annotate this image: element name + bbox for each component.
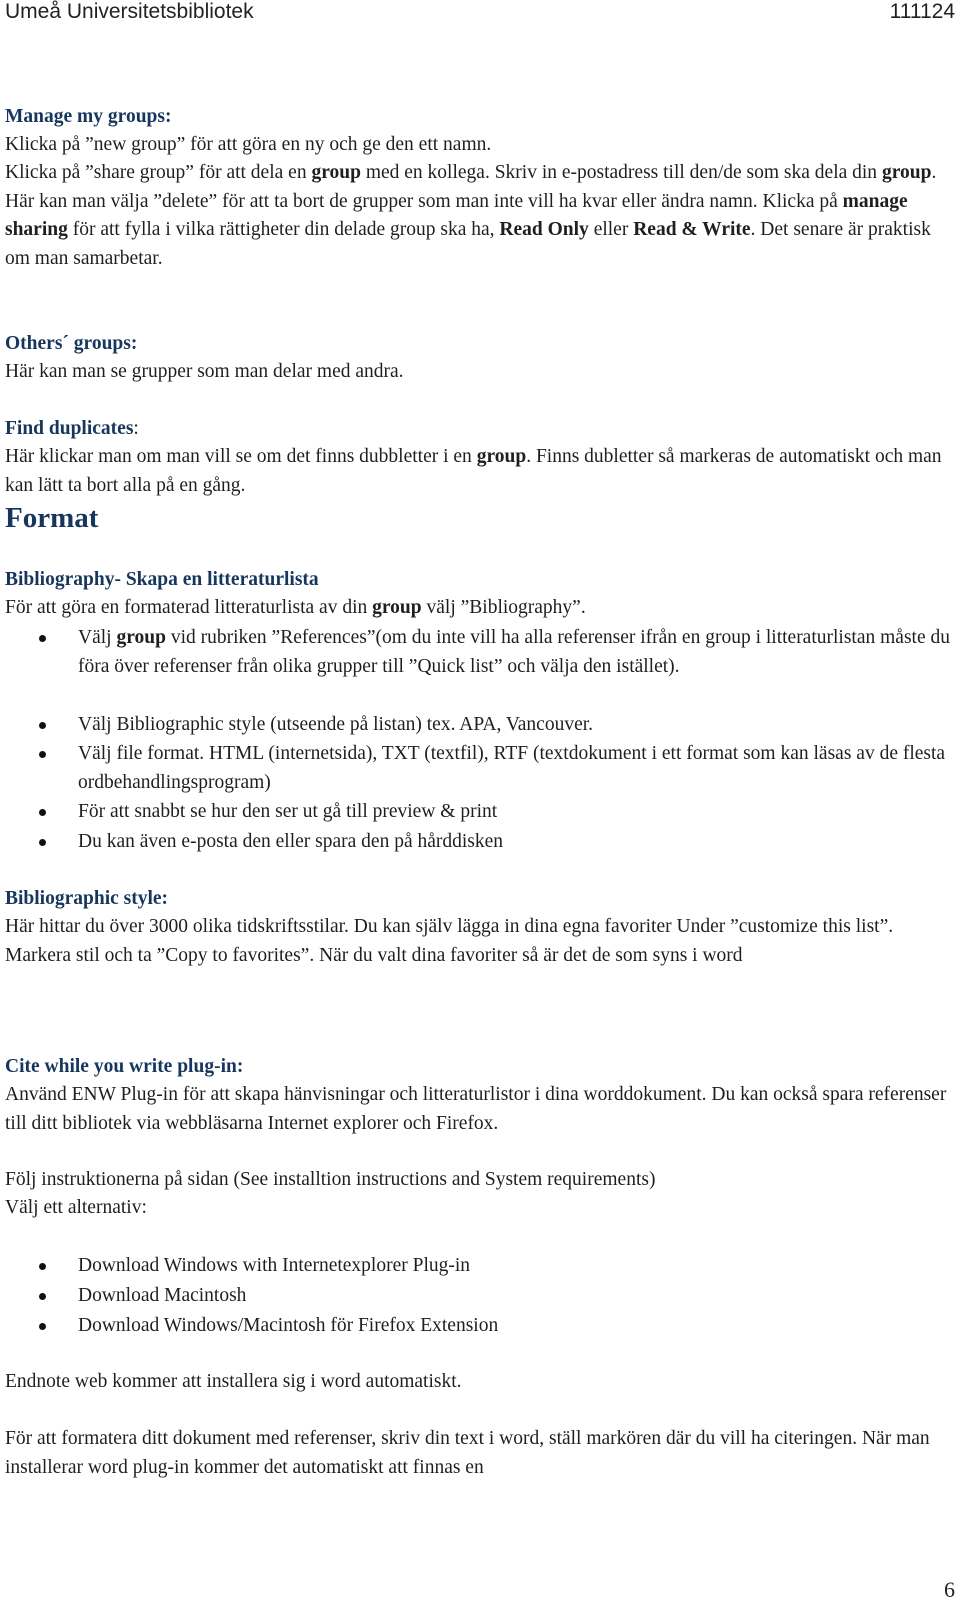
- others-heading: Others´ groups:: [5, 333, 138, 354]
- bibliography-bullet: Välj group vid rubriken ”References”(om du inte vill ha alla referenser ifrån en group i litteraturlistan måste du föra över referenser från olika grupper till ”Quick list” och välja den istället).: [5, 624, 955, 681]
- header-org: Umeå Universitetsbibliotek: [5, 0, 254, 23]
- page-number: 6: [944, 1577, 955, 1602]
- download-option: Download Macintosh: [5, 1282, 955, 1311]
- manage-paragraph: Klicka på ”share group” för att dela en group med en kollega. Skriv in e-postadress till den/de som ska dela din group. Här kan man välja ”delete” för att ta bort de grupper som man inte vill ha kvar eller ändra namn. Klicka på manage sharing för att fylla i vilka rättigheter din delade group ska ha, Read Only eller Read & Write. Det senare är praktisk om man samarbetar.: [5, 162, 937, 269]
- style-heading: Bibliographic style:: [5, 888, 169, 909]
- manage-heading: Manage my groups:: [5, 106, 172, 127]
- duplicates-heading: Find duplicates:: [5, 418, 139, 439]
- bibliography-bullet: Välj file format. HTML (internetsida), TXT (textfil), RTF (textdokument i ett format som kan läsas av de flesta ordbehandlingsprogram): [5, 740, 955, 797]
- header-doc-id: 111124: [889, 0, 955, 23]
- bibliography-bullet: Du kan även e-posta den eller spara den på hårddisken: [5, 828, 955, 857]
- cwyw-auto-install: Endnote web kommer att installera sig i word automatiskt.: [5, 1371, 462, 1392]
- format-heading: Format: [5, 502, 99, 534]
- manage-line1: Klicka på ”new group” för att göra en ny och ge den ett namn.: [5, 134, 492, 155]
- bibliography-heading: Bibliography- Skapa en litteraturlista: [5, 569, 319, 590]
- download-option: Download Windows/Macintosh för Firefox Extension: [5, 1312, 955, 1341]
- cwyw-heading: Cite while you write plug-in:: [5, 1056, 244, 1077]
- style-text: Här hittar du över 3000 olika tidskriftsstilar. Du kan själv lägga in dina egna favoriter Under ”customize this list”. Markera stil och ta ”Copy to favorites”. När du valt dina favoriter så är det de som syns i word: [5, 916, 894, 966]
- others-text: Här kan man se grupper som man delar med andra.: [5, 361, 404, 382]
- bibliography-intro: För att göra en formaterad litteraturlista av din group välj ”Bibliography”.: [5, 597, 586, 618]
- page-header: [5, 0, 955, 28]
- cwyw-paragraph: Använd ENW Plug-in för att skapa hänvisningar och litteraturlistor i dina worddokument. Du kan också spara referenser till ditt bibliotek via webbläsarna Internet explorer och Firefox.: [5, 1084, 947, 1134]
- bibliography-bullet: För att snabbt se hur den ser ut gå till preview & print: [5, 798, 955, 827]
- bibliography-bullet: Välj Bibliographic style (utseende på listan) tex. APA, Vancouver.: [5, 711, 955, 740]
- download-option: Download Windows with Internetexplorer Plug-in: [5, 1252, 955, 1281]
- cwyw-choose: Välj ett alternativ:: [5, 1197, 147, 1218]
- duplicates-text: Här klickar man om man vill se om det finns dubbletter i en group. Finns dubletter så markeras de automatiskt och man kan lätt ta bort alla på en gång.: [5, 446, 942, 496]
- cwyw-instructions: Följ instruktionerna på sidan (See installtion instructions and System requirements): [5, 1169, 656, 1190]
- cwyw-format-text: För att formatera ditt dokument med referenser, skriv din text i word, ställ markören där du vill ha citeringen. När man installerar word plug-in kommer det automatiskt att finnas en: [5, 1428, 930, 1478]
